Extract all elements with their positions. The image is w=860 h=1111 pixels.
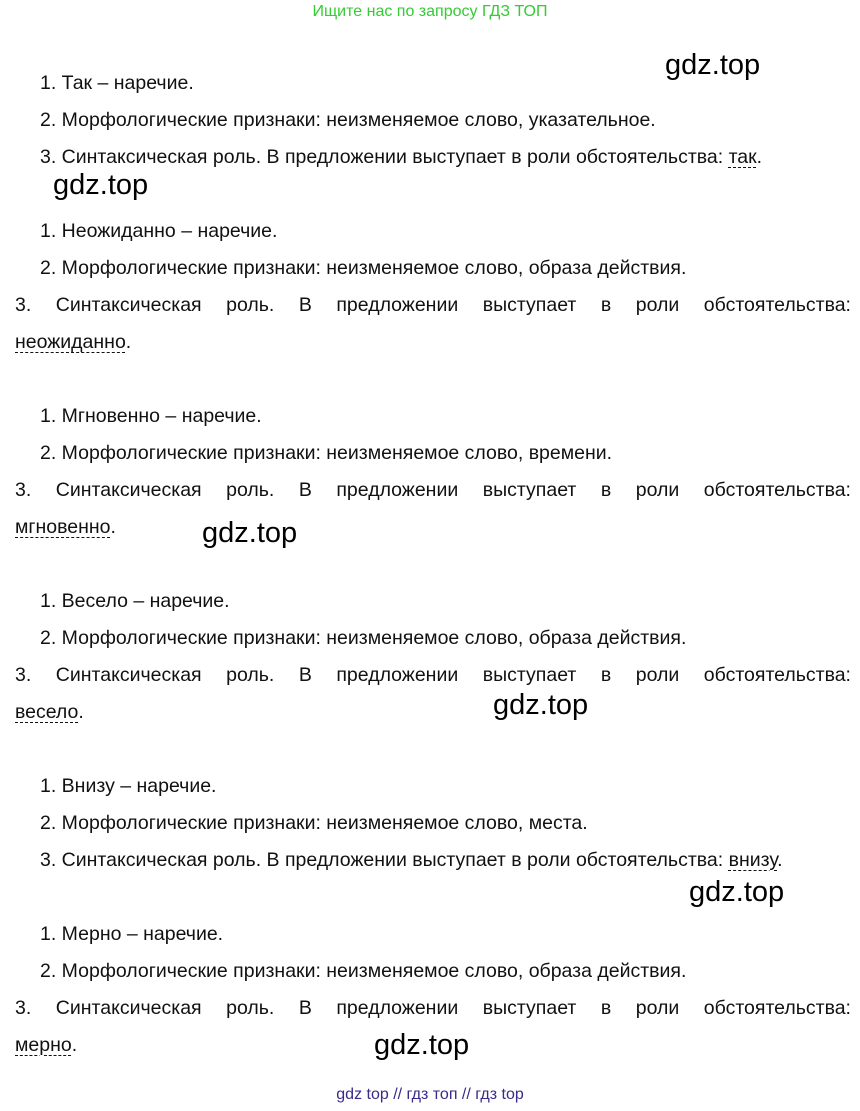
watermark: gdz.top (493, 689, 589, 721)
watermark: gdz.top (665, 49, 761, 81)
block2-item3-cont (15, 330, 131, 354)
block6-end: . (71, 1034, 78, 1056)
w: выступает (482, 479, 577, 501)
block2-item3 (15, 293, 851, 317)
w: 3. (15, 664, 32, 686)
w: предложении (336, 997, 459, 1019)
block1-end: . (756, 146, 763, 168)
w: роли (635, 997, 680, 1019)
w: в (600, 294, 612, 316)
block1-item3-text: 3. Синтаксическая роль. В предложении выступает в роли обстоятельства: (40, 146, 724, 168)
w: Синтаксическая (55, 294, 202, 316)
block6-adverb: мерно (15, 1034, 72, 1056)
w: роли (635, 294, 680, 316)
w: роль. (226, 997, 275, 1019)
w: роль. (226, 479, 275, 501)
block6-item2: 2. Морфологические признаки: неизменяемое слово, образа действия. (40, 960, 687, 982)
watermark: gdz.top (374, 1029, 470, 1061)
block4-item3 (15, 663, 851, 687)
block1-adverb: так (728, 146, 757, 168)
block2-end: . (125, 331, 132, 353)
w: в (600, 479, 612, 501)
w: роль. (226, 294, 275, 316)
block4-end: . (78, 701, 84, 723)
w: роли (635, 479, 680, 501)
block5-item3 (40, 848, 783, 872)
block3-item3 (15, 478, 851, 502)
footer-links[interactable]: gdz top // гдз топ // гдз top (336, 1086, 524, 1103)
block2-item1: 1. Неожиданно – наречие. (40, 220, 278, 242)
block1-item1: 1. Так – наречие. (40, 72, 194, 94)
block5-end: . (777, 849, 783, 871)
w: В (298, 294, 312, 316)
watermark: gdz.top (202, 517, 298, 549)
block5-item2: 2. Морфологические признаки: неизменяемое слово, места. (40, 812, 588, 834)
block3-adverb: мгновенно (15, 516, 111, 538)
w: 3. (15, 294, 32, 316)
w: Синтаксическая (55, 664, 202, 686)
w: выступает (482, 294, 577, 316)
w: роль. (226, 664, 275, 686)
w: в (600, 997, 612, 1019)
block4-item3-cont (15, 700, 84, 724)
w: предложении (336, 294, 459, 316)
w: В (298, 664, 312, 686)
w: выступает (482, 664, 577, 686)
block4-adverb: весело (15, 701, 79, 723)
block3-item1: 1. Мгновенно – наречие. (40, 405, 262, 427)
block1-item2: 2. Морфологические признаки: неизменяемое слово, указательное. (40, 109, 656, 131)
w: обстоятельства: (703, 294, 851, 316)
watermark: gdz.top (689, 876, 785, 908)
search-banner[interactable]: Ищите нас по запросу ГДЗ ТОП (312, 3, 548, 20)
block3-end: . (110, 516, 116, 538)
block4-item2: 2. Морфологические признаки: неизменяемое слово, образа действия. (40, 627, 687, 649)
w: роли (635, 664, 680, 686)
block1-item3 (40, 145, 762, 169)
block4-item1: 1. Весело – наречие. (40, 590, 230, 612)
block2-item2: 2. Морфологические признаки: неизменяемое слово, образа действия. (40, 257, 687, 279)
w: обстоятельства: (703, 664, 851, 686)
block5-adverb: внизу (728, 849, 778, 871)
w: В (298, 479, 312, 501)
block6-item1: 1. Мерно – наречие. (40, 923, 224, 945)
w: 3. (15, 479, 32, 501)
w: обстоятельства: (703, 997, 851, 1019)
w: 3. (15, 997, 32, 1019)
block2-adverb: неожиданно (15, 331, 126, 353)
block6-item3 (15, 996, 851, 1020)
w: предложении (336, 479, 459, 501)
w: Синтаксическая (55, 997, 202, 1019)
w: обстоятельства: (703, 479, 851, 501)
w: Синтаксическая (55, 479, 202, 501)
w: В (298, 997, 312, 1019)
block5-item3-text: 3. Синтаксическая роль. В предложении выступает в роли обстоятельства: (40, 849, 724, 871)
block5-item1: 1. Внизу – наречие. (40, 775, 217, 797)
watermark: gdz.top (53, 169, 149, 201)
w: в (600, 664, 612, 686)
block3-item3-cont (15, 515, 116, 539)
block3-item2: 2. Морфологические признаки: неизменяемое слово, времени. (40, 442, 613, 464)
w: выступает (482, 997, 577, 1019)
block6-item3-cont (15, 1033, 77, 1057)
w: предложении (336, 664, 459, 686)
